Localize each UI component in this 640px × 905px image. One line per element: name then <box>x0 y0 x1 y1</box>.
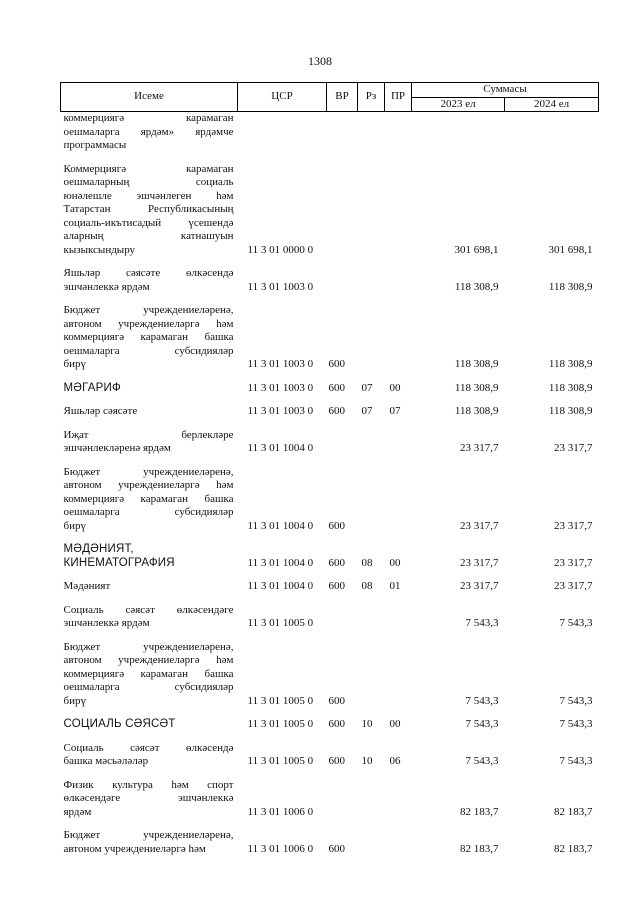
row-name-line: оешмаларга субсидияләр <box>63 506 234 518</box>
row-name <box>61 304 238 372</box>
row-rz <box>358 267 385 294</box>
row-sum-2023: 7 543,3 <box>465 617 499 629</box>
row-rz <box>358 604 385 631</box>
row-vr: 600 <box>328 358 345 370</box>
row-sum-2024: 7 543,3 <box>559 617 593 629</box>
row-spacer <box>61 294 599 304</box>
header-rz: Рз <box>358 83 385 112</box>
row-rz: 10 <box>361 755 373 767</box>
row-csr: 11 3 01 1005 0 <box>247 694 314 707</box>
row-name-line: социаль-икътисадый үсешендә <box>63 216 234 229</box>
table-row <box>61 580 599 594</box>
row-name-line: Социаль сәясәт өлкәсендә <box>63 741 234 754</box>
row-sum-2023: 23 317,7 <box>460 442 499 454</box>
row-name-line: Бюджет учреждениеләренә, <box>63 640 234 653</box>
row-name <box>61 405 238 419</box>
row-sum-2024: 118 308,9 <box>548 381 593 394</box>
row-name-line: Яшьләр сәясәте <box>63 405 138 417</box>
row-csr: 11 3 01 1003 0 <box>247 280 314 293</box>
row-name-line: бирү <box>63 694 86 707</box>
table-row <box>61 543 599 570</box>
row-pr <box>385 604 412 631</box>
row-rz <box>358 466 385 534</box>
table-row <box>61 829 599 856</box>
row-name-line: кызыксындыру <box>63 243 136 256</box>
row-sum-2024: 118 308,9 <box>548 405 593 417</box>
row-csr: 11 3 01 1005 0 <box>247 755 314 767</box>
row-spacer <box>61 570 599 580</box>
row-name-line: коммерциягә карамаган башка <box>63 667 234 680</box>
row-rz <box>358 112 385 153</box>
row-name-line: МӘДӘНИЯТ, <box>63 543 134 555</box>
row-name-line: Физик культура һәм спорт <box>63 778 234 791</box>
row-sum-2023: 23 317,7 <box>460 580 499 592</box>
row-rz <box>358 829 385 856</box>
row-sum-2023: 23 317,7 <box>460 519 499 532</box>
row-csr <box>238 112 327 153</box>
row-pr <box>385 163 412 258</box>
row-vr: 600 <box>328 694 345 707</box>
table-row <box>61 718 599 732</box>
table-row <box>61 779 599 820</box>
row-spacer <box>61 257 599 267</box>
row-vr <box>327 779 358 820</box>
row-sum-2023: 118 308,9 <box>454 405 499 417</box>
header-year-2024: 2024 ел <box>505 97 599 112</box>
row-pr <box>385 641 412 709</box>
table-body <box>61 112 599 857</box>
table-row <box>61 267 599 294</box>
row-csr: 11 3 01 1005 0 <box>247 718 314 730</box>
row-vr: 600 <box>328 842 345 855</box>
row-vr <box>327 267 358 294</box>
row-rz: 08 <box>361 580 373 592</box>
row-name-line: Социаль сәясәт өлкәсендәге <box>63 603 234 616</box>
row-name-line: автоном учреждениеләргә һәм <box>63 654 234 666</box>
row-pr: 00 <box>389 381 401 394</box>
table-row <box>61 429 599 456</box>
row-name-line: Коммерциягә карамаган <box>63 162 234 175</box>
row-csr: 11 3 01 1003 0 <box>247 358 314 370</box>
row-name-line: автоном учреждениеләргә һәм <box>63 479 234 491</box>
row-rz: 10 <box>361 718 373 730</box>
row-vr: 600 <box>328 519 345 532</box>
header-year-2023: 2023 ел <box>412 97 505 112</box>
table-row <box>61 112 599 153</box>
row-pr <box>385 829 412 856</box>
row-sum-2024: 82 183,7 <box>554 805 593 818</box>
row-rz <box>358 163 385 258</box>
row-sum-2024: 7 543,3 <box>559 718 593 730</box>
row-spacer <box>61 708 599 718</box>
row-pr: 01 <box>389 580 401 592</box>
row-name <box>61 466 238 534</box>
row-vr: 600 <box>328 381 345 394</box>
row-sum-2024: 82 183,7 <box>554 842 593 855</box>
row-name-line: МӘГАРИФ <box>63 381 121 394</box>
row-name <box>61 163 238 258</box>
table-row <box>61 604 599 631</box>
row-name <box>61 382 238 396</box>
row-vr <box>327 429 358 456</box>
row-name-line: коммерциягә карамаган <box>63 112 234 124</box>
row-rz <box>358 641 385 709</box>
row-name-line: автоном учреждениеләргә һәм <box>63 317 234 330</box>
row-pr: 07 <box>389 405 401 417</box>
header-pr: ПР <box>385 83 412 112</box>
row-csr: 11 3 01 1006 0 <box>247 805 314 818</box>
row-name <box>61 829 238 856</box>
row-name <box>61 112 238 153</box>
row-vr <box>327 604 358 631</box>
row-sum-2024: 7 543,3 <box>559 694 593 707</box>
row-spacer <box>61 456 599 466</box>
row-spacer <box>61 419 599 429</box>
row-name-line: Бюджет учреждениеләренә, <box>63 829 234 841</box>
row-sum-2023: 7 543,3 <box>465 755 499 767</box>
row-sum-2023: 118 308,9 <box>454 280 499 293</box>
row-name-line: юнәлешле эшчәнлеген һәм <box>63 189 234 202</box>
row-name <box>61 580 238 594</box>
row-name-line: аларның катнашуын <box>63 230 234 242</box>
row-csr: 11 3 01 1004 0 <box>247 442 314 454</box>
row-sum-2024: 23 317,7 <box>554 556 593 569</box>
row-rz: 07 <box>361 381 373 394</box>
row-sum-2023: 82 183,7 <box>460 842 499 855</box>
row-name <box>61 429 238 456</box>
page-number: 1308 <box>308 54 332 68</box>
header-sums: Суммасы <box>412 83 599 98</box>
row-spacer <box>61 819 599 829</box>
row-pr: 00 <box>389 556 401 569</box>
row-name-line: башка мәсьәләләр <box>63 755 149 767</box>
row-rz: 07 <box>361 405 373 417</box>
row-name-line: оешмаларга субсидияләр <box>63 681 234 693</box>
row-name <box>61 742 238 769</box>
row-csr: 11 3 01 1003 0 <box>247 405 314 417</box>
row-name-line: оешмаларның социаль <box>63 176 234 188</box>
row-name-line: Иҗат берлекләре <box>63 428 234 441</box>
row-csr: 11 3 01 1004 0 <box>247 519 314 532</box>
header-name: Исеме <box>61 83 238 112</box>
row-csr: 11 3 01 1004 0 <box>247 556 314 569</box>
row-name <box>61 718 238 732</box>
row-name-line: КИНЕМАТОГРАФИЯ <box>63 556 175 569</box>
row-spacer <box>61 395 599 405</box>
row-spacer <box>61 153 599 163</box>
row-rz: 08 <box>361 556 373 569</box>
row-name <box>61 267 238 294</box>
row-spacer <box>61 533 599 543</box>
row-name-line: бирү <box>63 358 86 370</box>
table-row <box>61 641 599 709</box>
row-name <box>61 604 238 631</box>
row-name-line: бирү <box>63 519 86 532</box>
row-name <box>61 779 238 820</box>
row-pr <box>385 112 412 153</box>
row-spacer <box>61 732 599 742</box>
row-name-line: Татарстан Республикасының <box>63 203 234 215</box>
table-row <box>61 742 599 769</box>
table-header <box>61 83 599 112</box>
table-row <box>61 304 599 372</box>
row-name-line: өлкәсендәге эшчәнлеккә <box>63 792 234 804</box>
row-rz <box>358 779 385 820</box>
row-name-line: программасы <box>63 139 127 151</box>
row-rz <box>358 429 385 456</box>
row-spacer <box>61 372 599 382</box>
row-sum-2023: 7 543,3 <box>465 718 499 730</box>
row-csr: 11 3 01 0000 0 <box>247 243 314 256</box>
row-sum-2023: 118 308,9 <box>454 381 499 394</box>
row-vr <box>327 163 358 258</box>
table-row <box>61 163 599 258</box>
row-vr: 600 <box>328 718 345 730</box>
row-name-line: оешмаларга субсидияләр <box>63 344 234 357</box>
budget-table <box>60 82 599 856</box>
row-spacer <box>61 594 599 604</box>
row-vr <box>327 112 358 153</box>
row-sum-2024: 23 317,7 <box>554 442 593 454</box>
header-vr: ВР <box>327 83 358 112</box>
row-name-line: коммерциягә карамаган башка <box>63 492 234 505</box>
row-vr: 600 <box>328 755 345 767</box>
row-name-line: автоном учреждениеләргә һәм <box>63 842 206 855</box>
row-pr: 00 <box>389 718 401 730</box>
header-csr: ЦСР <box>238 83 327 112</box>
row-pr <box>385 779 412 820</box>
row-csr: 11 3 01 1003 0 <box>247 381 314 394</box>
row-name-line: эшчәнлекләренә ярдәм <box>63 442 171 454</box>
row-name-line: СОЦИАЛЬ СӘЯСӘТ <box>63 718 176 730</box>
row-sum-2023: 23 317,7 <box>460 556 499 569</box>
row-name-line: коммерциягә карамаган башка <box>63 331 234 343</box>
row-name-line: Мәдәният <box>63 580 111 592</box>
row-csr: 11 3 01 1006 0 <box>247 842 314 855</box>
row-sum-2023: 7 543,3 <box>465 694 499 707</box>
row-name-line: ярдәм <box>63 805 92 818</box>
table-row <box>61 466 599 534</box>
row-pr <box>385 267 412 294</box>
row-spacer <box>61 769 599 779</box>
row-sum-2023 <box>412 112 505 153</box>
table-row <box>61 405 599 419</box>
row-name-line: эшчәнлеккә ярдәм <box>63 280 150 293</box>
row-sum-2023: 118 308,9 <box>454 358 499 370</box>
row-csr: 11 3 01 1005 0 <box>247 617 314 629</box>
row-pr <box>385 429 412 456</box>
row-sum-2024: 7 543,3 <box>559 755 593 767</box>
row-vr: 600 <box>328 405 345 417</box>
row-name-line: Яшьләр сәясәте өлкәсендә <box>63 267 234 279</box>
row-name-line: Бюджет учреждениеләренә, <box>63 465 234 478</box>
row-name-line: оешмаларга ярдәм» ярдәмче <box>63 125 234 138</box>
row-sum-2024: 23 317,7 <box>554 580 593 592</box>
row-vr: 600 <box>328 556 345 569</box>
row-pr <box>385 466 412 534</box>
row-name-line: Бюджет учреждениеләренә, <box>63 304 234 316</box>
row-sum-2024: 118 308,9 <box>548 358 593 370</box>
row-pr: 06 <box>389 755 401 767</box>
row-name-line: эшчәнлеккә ярдәм <box>63 617 150 629</box>
table-row <box>61 382 599 396</box>
row-name <box>61 543 238 570</box>
row-pr <box>385 304 412 372</box>
row-spacer <box>61 631 599 641</box>
row-sum-2024 <box>505 112 599 153</box>
row-rz <box>358 304 385 372</box>
row-vr: 600 <box>328 580 345 592</box>
row-sum-2024: 301 698,1 <box>548 243 593 256</box>
row-name <box>61 641 238 709</box>
row-sum-2024: 118 308,9 <box>548 280 593 293</box>
row-sum-2023: 301 698,1 <box>454 243 499 256</box>
row-sum-2023: 82 183,7 <box>460 805 499 818</box>
row-sum-2024: 23 317,7 <box>554 519 593 532</box>
row-csr: 11 3 01 1004 0 <box>247 580 314 592</box>
